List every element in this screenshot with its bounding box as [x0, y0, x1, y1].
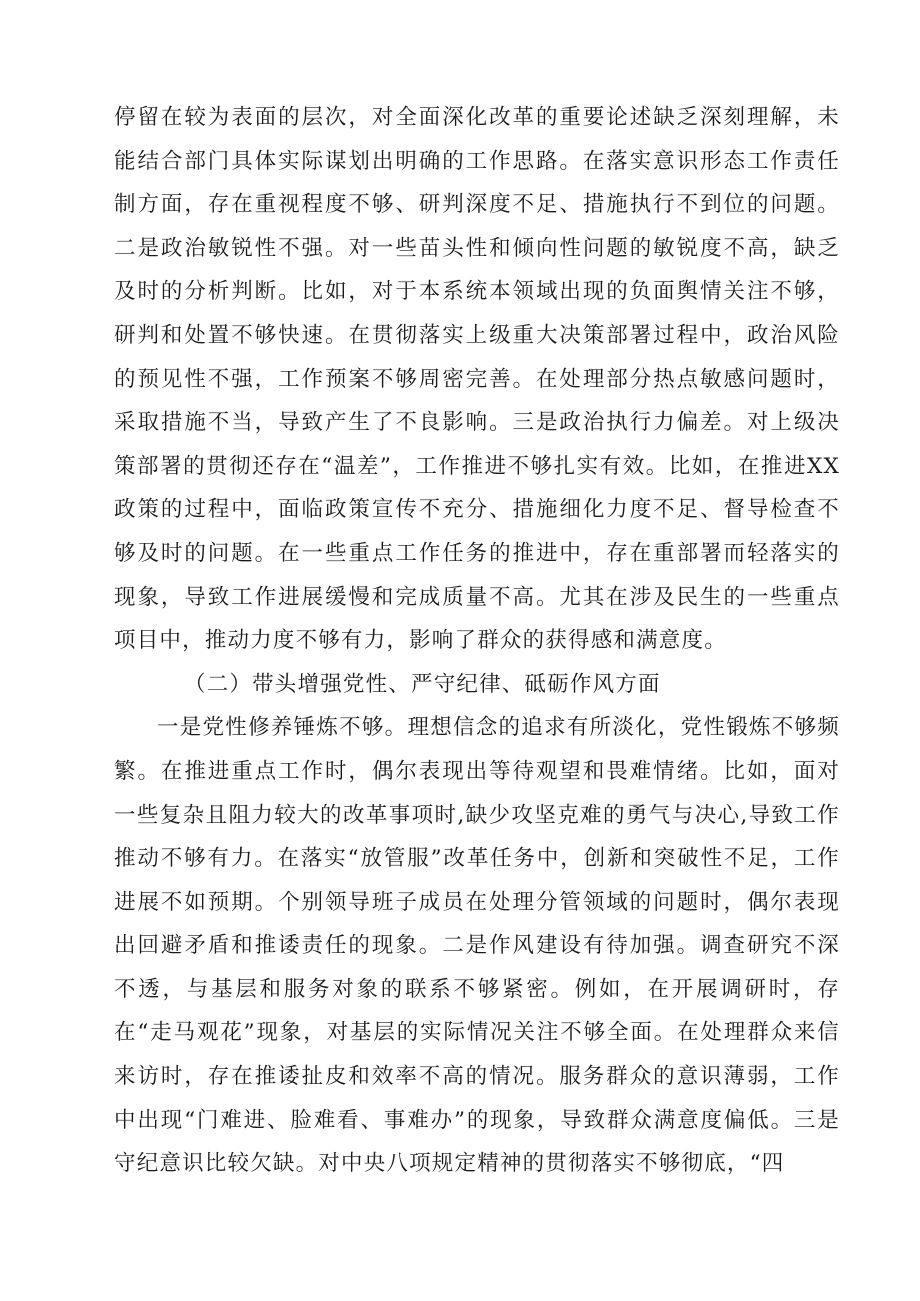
- document-body: [114, 96, 840, 1186]
- section-heading: （二）带头增强党性、严守纪律、砥砺作风方面: [184, 671, 661, 697]
- paragraph-political-issues: 停留在较为表面的层次，对全面深化改革的重要论述缺乏深刻理解，未能结合部门具体实际谋划出明确的工作思路。在落实意识形态工作责任制方面，存在重视程度不够、研判深度不足、措施执行不到位的问题。二是政治敏锐性不强。对一些苗头性和倾向性问题的敏锐度不高，缺乏及时的分析判断。比如，对于本系统本领域出现的负面舆情关注不够，研判和处置不够快速。在贯彻落实上级重大决策部署过程中，政治风险的预见性不强，工作预案不够周密完善。在处理部分热点敏感问题时，采取措施不当，导致产生了不良影响。三是政治执行力偏差。对上级决策部署的贯彻还存在“温差”，工作推进不够扎实有效。比如，在推进XX政策的过程中，面临政策宣传不充分、措施细化力度不足、督导检查不够及时的问题。在一些重点工作任务的推进中，存在重部署而轻落实的现象，导致工作进展缓慢和完成质量不高。尤其在涉及民生的一些重点项目中，推动力度不够有力，影响了群众的获得感和满意度。: [114, 105, 840, 654]
- paragraph-party-discipline: 一是党性修养锤炼不够。理想信念的追求有所淡化，党性锻炼不够频繁。在推进重点工作时，偶尔表现出等待观望和畏难情绪。比如，面对一些复杂且阻力较大的改革事项时,缺少攻坚克难的勇气与决心,导致工作推动不够有力。在落实“放管服”改革任务中，创新和突破性不足，工作进展不如预期。个别领导班子成员在处理分管领域的问题时，偶尔表现出回避矛盾和推诿责任的现象。二是作风建设有待加强。调查研究不深不透，与基层和服务对象的联系不够紧密。例如，在开展调研时，存在“走马观花”现象，对基层的实际情况关注不够全面。在处理群众来信来访时，存在推诿扯皮和效率不高的情况。服务群众的意识薄弱，工作中出现“门难进、脸难看、事难办”的现象，导致群众满意度偏低。三是守纪意识比较欠缺。对中央八项规定精神的贯彻落实不够彻底，“四: [114, 715, 840, 1177]
